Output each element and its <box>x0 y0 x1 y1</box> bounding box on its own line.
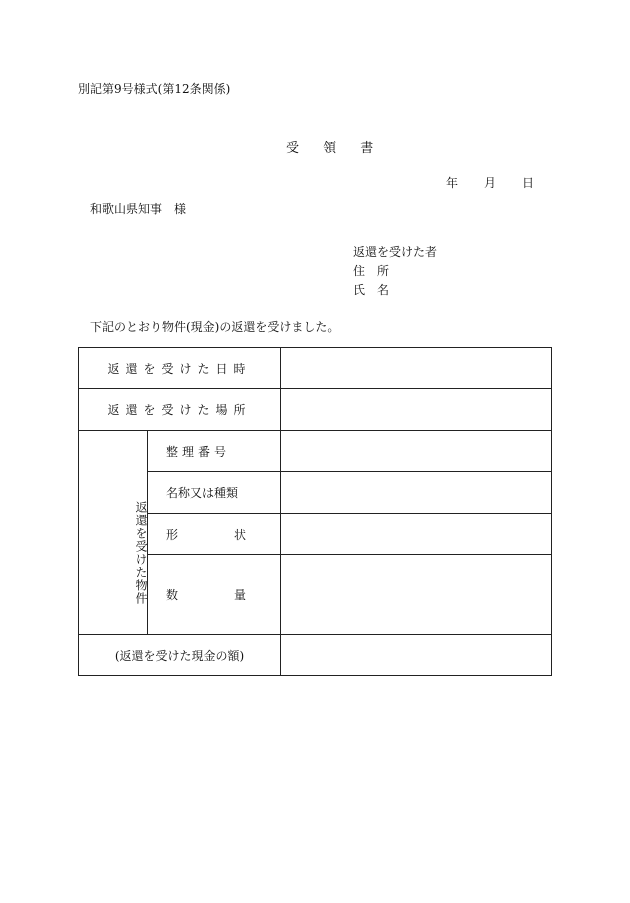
date-month: 月 <box>484 176 497 190</box>
label-item-quantity-b: 量 <box>234 588 251 602</box>
label-return-place: 返還を受けた場所 <box>79 389 281 431</box>
date-line <box>446 174 534 191</box>
recipient-block <box>353 243 437 300</box>
label-item-name-type: 名称又は種類 <box>148 472 281 514</box>
label-item-quantity <box>148 555 281 635</box>
table-row <box>79 514 552 555</box>
recipient-label: 返還を受けた者 <box>353 245 438 259</box>
table-row <box>79 348 552 389</box>
value-item-name-type <box>281 472 552 514</box>
table-row <box>79 431 552 472</box>
label-item-shape <box>148 514 281 555</box>
form-reference: 別記第9号様式(第12条関係) <box>78 82 231 96</box>
date-year: 年 <box>446 176 459 190</box>
label-returned-cash-amount: (返還を受けた現金の額) <box>79 635 281 676</box>
table-row <box>79 389 552 431</box>
intro-text: 下記のとおり物件(現金)の返還を受けました。 <box>90 320 340 334</box>
recipient-name-label: 氏 名 <box>353 283 390 297</box>
value-item-shape <box>281 514 552 555</box>
label-returned-items: 返還を受けた物件 <box>79 431 148 635</box>
label-item-number: 整理番号 <box>148 431 281 472</box>
table-row <box>79 635 552 676</box>
value-return-place <box>281 389 552 431</box>
value-returned-cash-amount <box>281 635 552 676</box>
table-row <box>79 472 552 514</box>
value-item-number <box>281 431 552 472</box>
date-day: 日 <box>522 176 535 190</box>
receipt-table <box>78 347 552 676</box>
label-item-shape-a: 形 <box>166 527 183 542</box>
value-return-datetime <box>281 348 552 389</box>
recipient-address-label: 住 所 <box>353 264 390 278</box>
label-return-datetime: 返還を受けた日時 <box>79 348 281 389</box>
table-row <box>79 555 552 635</box>
value-item-quantity <box>281 555 552 635</box>
addressee: 和歌山県知事 様 <box>90 202 187 216</box>
page-title: 受 領 書 <box>286 141 384 156</box>
label-item-quantity-a: 数 <box>166 588 183 602</box>
label-item-shape-b: 状 <box>234 527 251 542</box>
